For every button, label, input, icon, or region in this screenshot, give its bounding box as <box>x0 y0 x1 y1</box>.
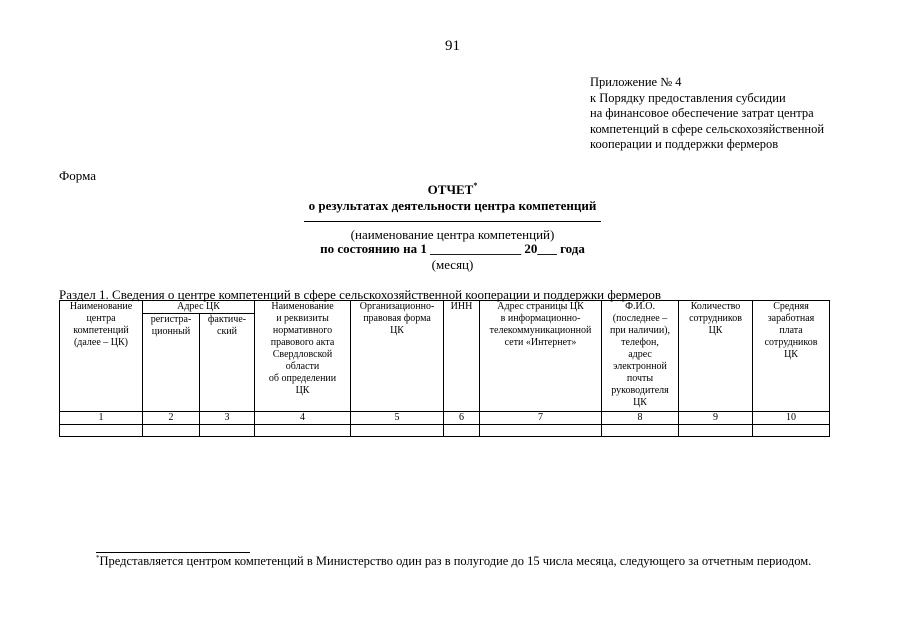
column-number: 1 <box>60 412 143 425</box>
appendix-line: к Порядку предоставления субсидии <box>590 90 786 105</box>
appendix-line: кооперации и поддержки фермеров <box>590 137 779 151</box>
table-cell <box>351 425 444 437</box>
footnote-text: Представляется центром компетенций в Министерство один раз в полугодие до 15 числа месяца, следующего за отчетным периодом. <box>99 554 812 568</box>
title-footnote-marker: * <box>473 181 478 190</box>
footnote-marker: * <box>96 554 100 562</box>
appendix-line: на финансовое обеспечение затрат центра <box>590 106 814 120</box>
table-cell <box>753 425 830 437</box>
header-legal-act: Наименование и реквизиты нормативного правового акта Свердловской области об определении ЦК <box>255 301 351 412</box>
table-cell <box>143 425 200 437</box>
header-inn: ИНН <box>444 301 480 412</box>
column-number: 4 <box>255 412 351 425</box>
name-caption: (наименование центра компетенций) <box>350 227 555 242</box>
column-number: 6 <box>444 412 480 425</box>
header-website: Адрес страницы ЦК в информационно- телекоммуникационной сети «Интернет» <box>480 301 602 412</box>
header-avg-salary: Средняя заработная плата сотрудников ЦК <box>753 301 830 412</box>
table-cell <box>60 425 143 437</box>
header-registered-address: регистра- ционный <box>143 314 200 412</box>
appendix-line: Приложение № 4 <box>590 75 682 89</box>
header-staff-count: Количество сотрудников ЦК <box>679 301 753 412</box>
table-cell <box>200 425 255 437</box>
table-cell <box>679 425 753 437</box>
appendix-line: компетенций в сфере сельскохозяйственной <box>590 121 825 136</box>
name-blank-line <box>304 221 601 222</box>
column-number: 3 <box>200 412 255 425</box>
appendix-block <box>590 75 824 153</box>
footnote-separator <box>96 552 250 553</box>
report-title-text: ОТЧЕТ <box>427 182 474 197</box>
footnote <box>96 554 811 569</box>
table-row <box>60 425 830 437</box>
as-of-line: по состоянию на 1 ______________ 20___ года <box>320 241 585 256</box>
column-number: 5 <box>351 412 444 425</box>
section-title: Раздел 1. Сведения о центре компетенций в сфере сельскохозяйственной кооперации и поддержки фермеров <box>59 287 661 302</box>
column-number-row <box>60 412 830 425</box>
report-subtitle: о результатах деятельности центра компетенций <box>308 198 597 213</box>
column-number: 10 <box>753 412 830 425</box>
month-caption: (месяц) <box>431 257 474 272</box>
table-cell <box>602 425 679 437</box>
column-number: 7 <box>480 412 602 425</box>
header-head-contact: Ф.И.О. (последнее – при наличии), телефон, адрес электронной почты руководителя ЦК <box>602 301 679 412</box>
header-legal-form: Организационно- правовая форма ЦК <box>351 301 444 412</box>
column-number: 2 <box>143 412 200 425</box>
header-actual-address: фактиче- ский <box>200 314 255 412</box>
header-address-group: Адрес ЦК <box>143 301 255 314</box>
page-number: 91 <box>445 38 460 54</box>
report-title <box>0 182 905 198</box>
column-number: 9 <box>679 412 753 425</box>
report-table <box>59 300 830 437</box>
table-cell <box>444 425 480 437</box>
table-cell <box>255 425 351 437</box>
table-cell <box>480 425 602 437</box>
column-number: 8 <box>602 412 679 425</box>
form-label: Форма <box>59 168 96 183</box>
header-name: Наименование центра компетенций (далее – ЦК) <box>60 301 143 412</box>
